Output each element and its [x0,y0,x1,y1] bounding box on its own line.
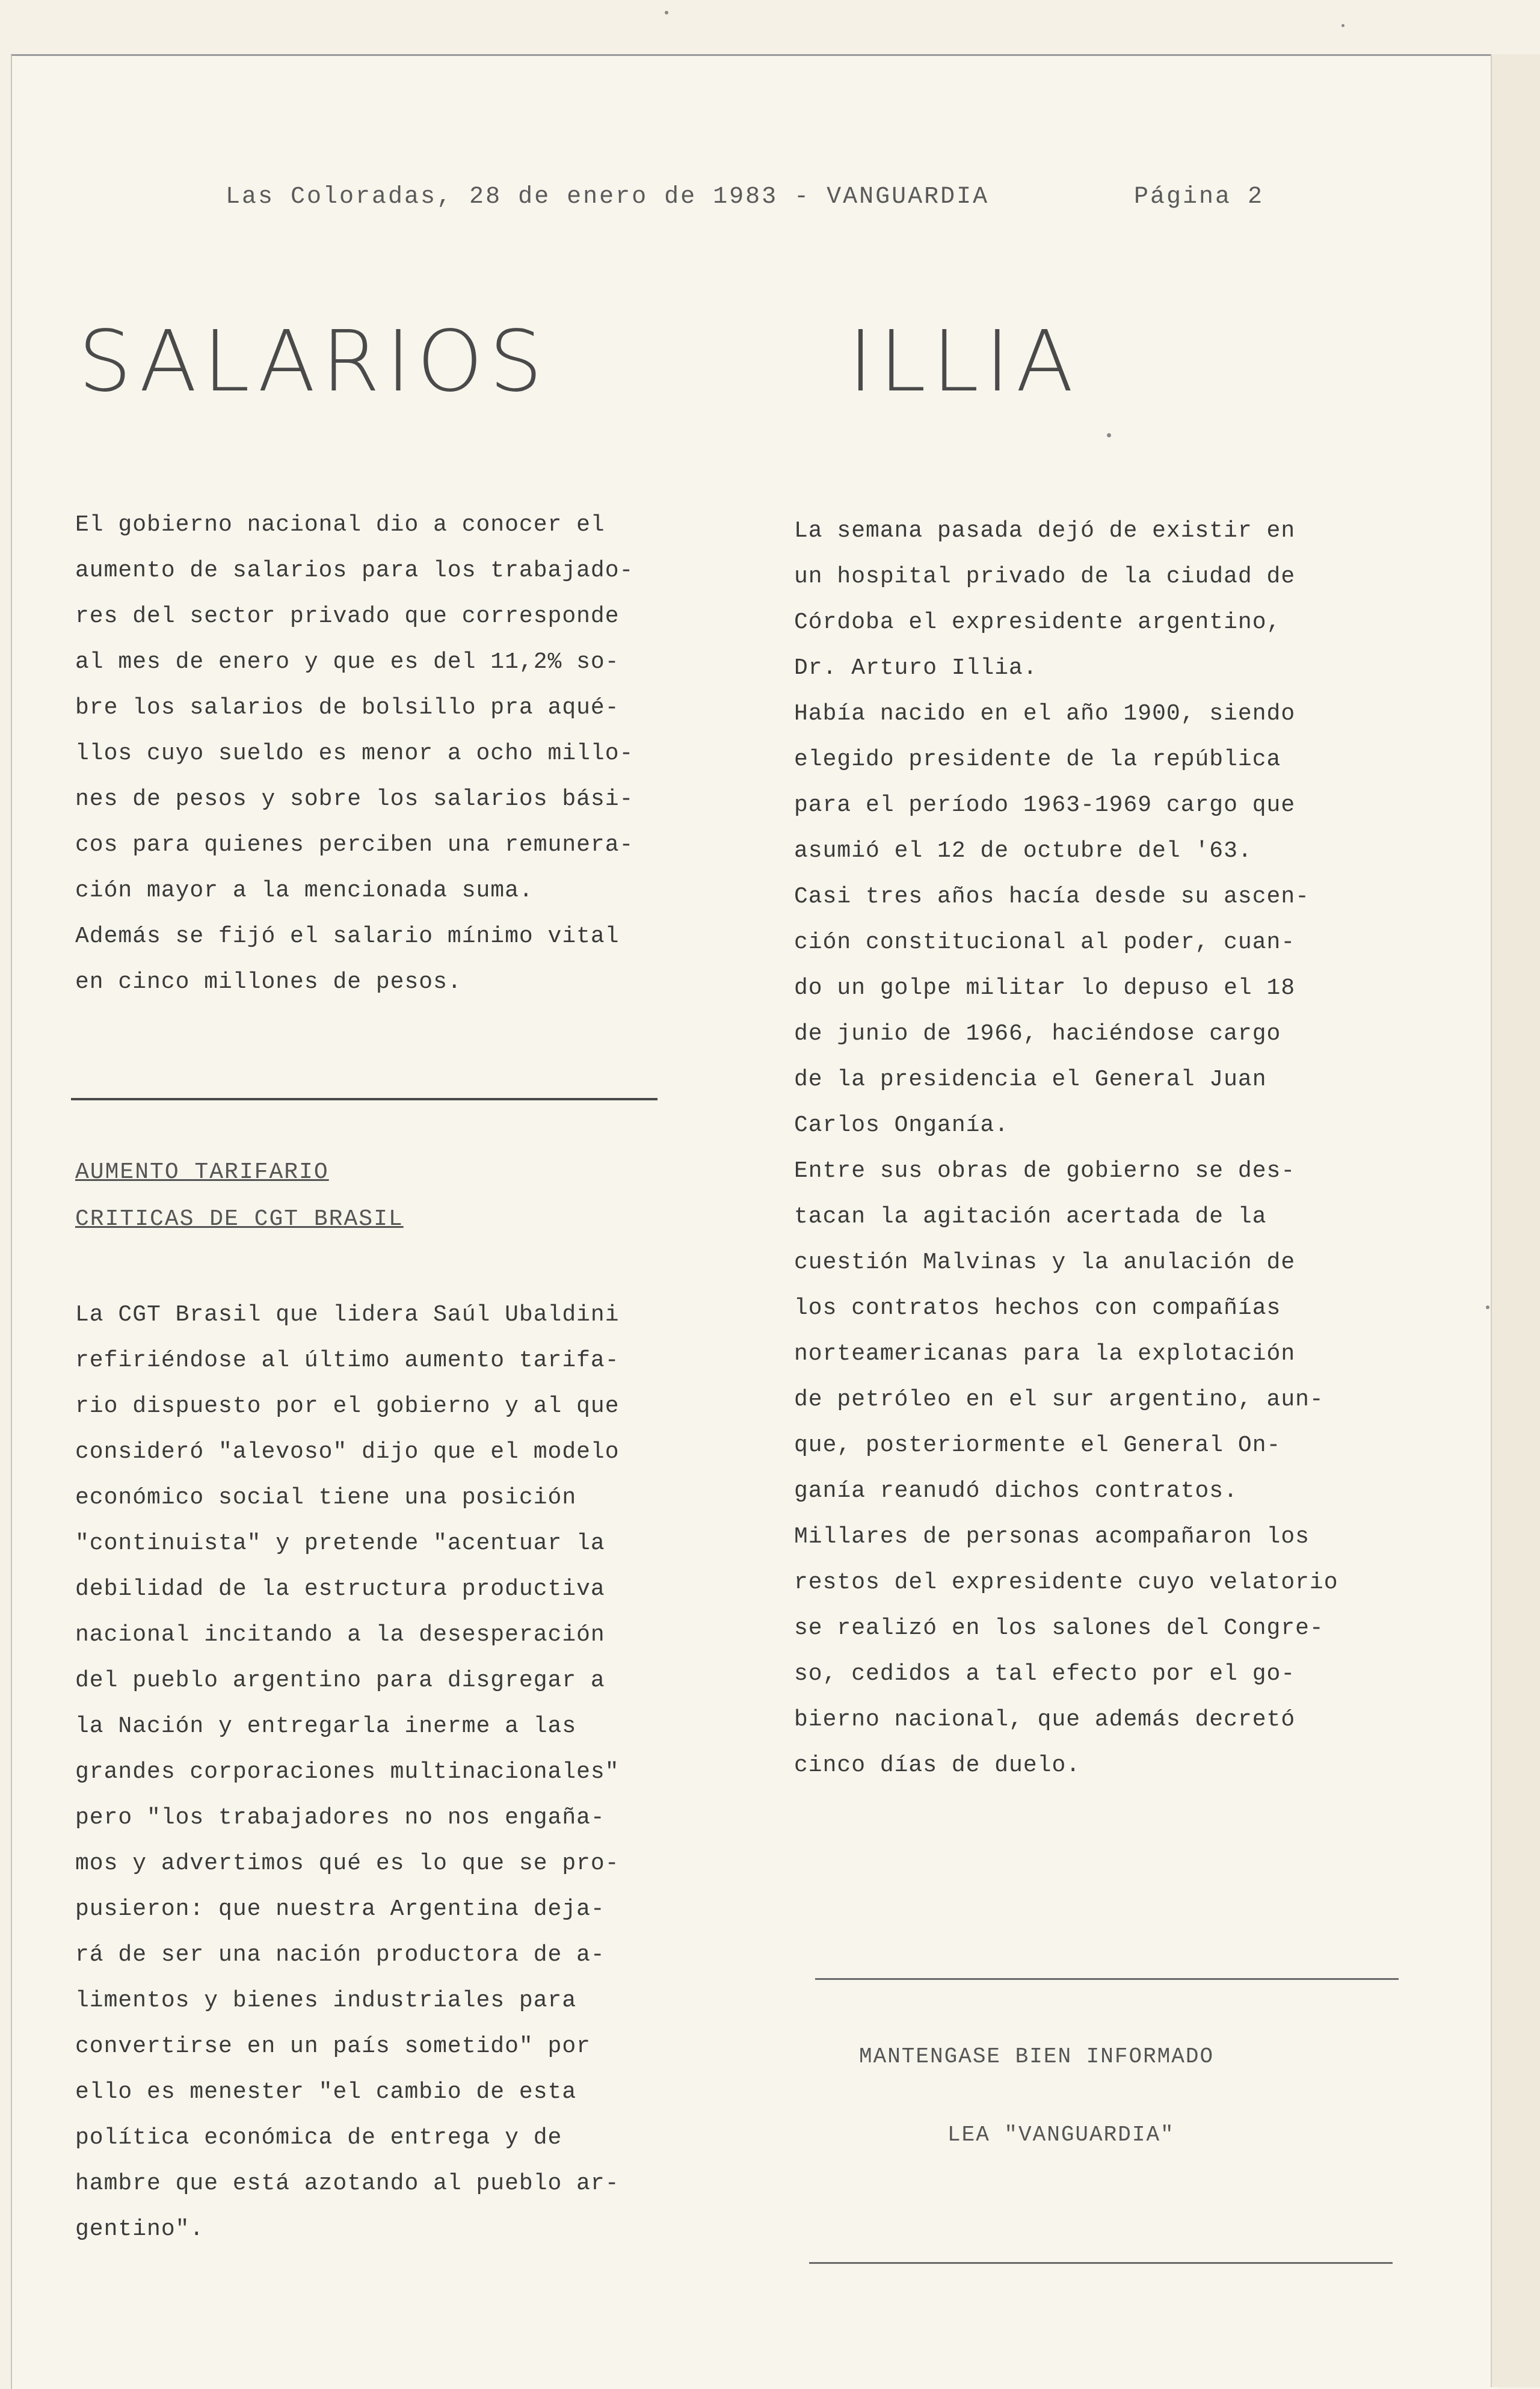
illia-title: ILLIA [848,313,1080,411]
article-line: res del sector privado que corresponde [75,603,620,629]
article-line: Casi tres años hacía desde su ascen- [794,884,1310,910]
article-line: nacional incitando a la desesperación [75,1622,605,1648]
article-line: "continuista" y pretende "acentuar la [75,1531,605,1556]
article-line: asumió el 12 de octubre del '63. [794,838,1252,864]
illia-article [794,508,1432,1789]
salarios-title: SALARIOS [78,313,549,411]
article-line: llos cuyo sueldo es menor a ocho millo- [75,741,634,766]
article-line: Había nacido en el año 1900, siendo [794,701,1296,727]
ink-speck [665,11,668,14]
ink-speck [1107,433,1111,437]
column-divider [71,1098,658,1100]
ink-speck [1486,1305,1489,1309]
article-line: pero "los trabajadores no nos engaña- [75,1805,605,1831]
promo-line-1: MANTENGASE BIEN INFORMADO [859,2044,1215,2069]
article-line: Córdoba el expresidente argentino, [794,609,1281,635]
article-line: hambre que está azotando al pueblo ar- [75,2171,620,2196]
article-line: El gobierno nacional dio a conocer el [75,512,605,538]
article-line: bierno nacional, que además decretó [794,1707,1296,1733]
article-line: se realizó en los salones del Congre- [794,1615,1324,1641]
cgt-article [75,1292,713,2252]
promo-line-2: LEA "VANGUARDIA" [947,2122,1175,2147]
article-line: ganía reanudó dichos contratos. [794,1478,1238,1504]
article-line: tacan la agitación acertada de la [794,1204,1267,1230]
article-line: Entre sus obras de gobierno se des- [794,1158,1296,1184]
article-line: de junio de 1966, haciéndose cargo [794,1021,1281,1047]
page-number: Página 2 [1134,183,1264,211]
page-header [226,183,1308,211]
subhead-aumento-tarifario: AUMENTO TARIFARIO [75,1159,329,1185]
subhead-criticas-cgt: CRITICAS DE CGT BRASIL [75,1206,404,1232]
article-line: para el período 1963-1969 cargo que [794,792,1296,818]
article-line: de petróleo en el sur argentino, aun- [794,1387,1324,1413]
article-line: económico social tiene una posición [75,1485,577,1511]
article-line: Carlos Onganía. [794,1112,1009,1138]
article-line: La semana pasada dejó de existir en [794,518,1296,544]
article-line: un hospital privado de la ciudad de [794,564,1296,590]
article-line: norteamericanas para la explotación [794,1341,1296,1367]
article-line: cos para quienes perciben una remunera- [75,832,634,858]
article-line: do un golpe militar lo depuso el 18 [794,975,1296,1001]
article-line: los contratos hechos con compañías [794,1295,1281,1321]
article-line: mos y advertimos qué es lo que se pro- [75,1851,620,1876]
cgt-subheads [75,1149,713,1243]
article-line: política económica de entrega y de [75,2125,562,2151]
article-line: limentos y bienes industriales para [75,1988,577,2014]
article-line: gentino". [75,2216,205,2242]
article-line: del pueblo argentino para disgregar a [75,1668,605,1694]
article-line: nes de pesos y sobre los salarios bási- [75,786,634,812]
article-line: elegido presidente de la república [794,747,1281,772]
article-line: convertirse en un país sometido" por [75,2033,591,2059]
article-line: rio dispuesto por el gobierno y al que [75,1393,620,1419]
article-line: bre los salarios de bolsillo pra aqué- [75,695,620,721]
promo-rule-top [815,1978,1399,1980]
paper-edge [1491,54,1540,2387]
article-line: Millares de personas acompañaron los [794,1524,1310,1550]
article-line: consideró "alevoso" dijo que el modelo [75,1439,620,1465]
article-line: al mes de enero y que es del 11,2% so- [75,649,620,675]
article-line: La CGT Brasil que lidera Saúl Ubaldini [75,1302,620,1328]
article-line: pusieron: que nuestra Argentina deja- [75,1896,605,1922]
dateline: Las Coloradas, 28 de enero de 1983 - VANGUARDIA [226,183,990,211]
article-line: rá de ser una nación productora de a- [75,1942,605,1968]
article-line: en cinco millones de pesos. [75,969,462,995]
promo-rule-bottom [809,2262,1393,2264]
article-line: cuestión Malvinas y la anulación de [794,1250,1296,1275]
ink-speck [1341,24,1344,27]
article-line: refiriéndose al último aumento tarifa- [75,1348,620,1373]
article-line: debilidad de la estructura productiva [75,1576,605,1602]
article-line: ello es menester "el cambio de esta [75,2079,577,2105]
article-line: ción constitucional al poder, cuan- [794,929,1296,955]
article-line: Dr. Arturo Illia. [794,655,1038,681]
article-line: la Nación y entregarla inerme a las [75,1713,577,1739]
article-line: aumento de salarios para los trabajado- [75,558,634,584]
article-line: Además se fijó el salario mínimo vital [75,923,620,949]
article-line: que, posteriormente el General On- [794,1432,1281,1458]
article-line: cinco días de duelo. [794,1752,1081,1778]
article-line: grandes corporaciones multinacionales" [75,1759,620,1785]
article-line: restos del expresidente cuyo velatorio [794,1570,1338,1595]
article-line: so, cedidos a tal efecto por el go- [794,1661,1296,1687]
salarios-article [75,502,713,1005]
article-line: ción mayor a la mencionada suma. [75,878,534,904]
article-line: de la presidencia el General Juan [794,1067,1267,1093]
